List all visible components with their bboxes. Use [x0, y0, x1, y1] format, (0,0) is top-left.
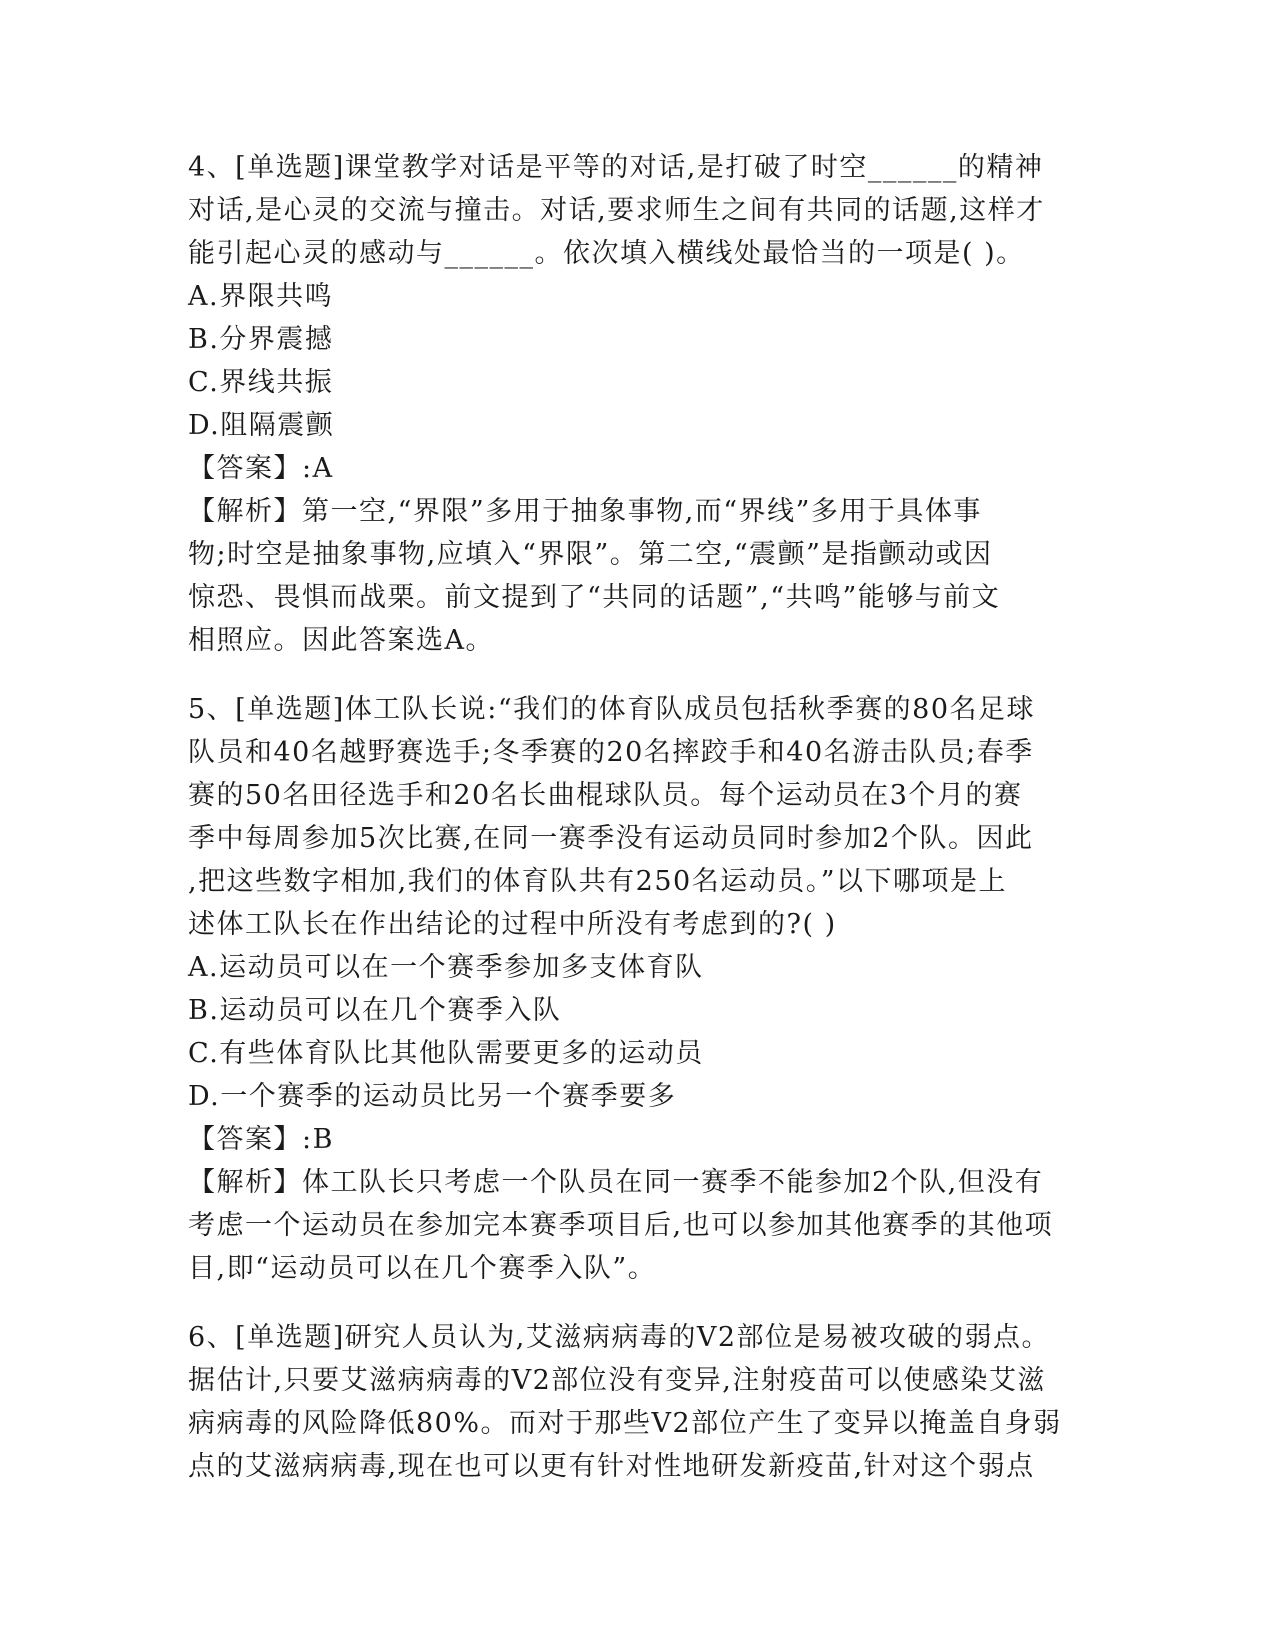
question-6 [188, 1316, 1088, 1488]
option-d: D.一个赛季的运动员比另一个赛季要多 [188, 1081, 677, 1112]
option-b: B.分界震撼 [188, 324, 334, 355]
analysis-line: 物;时空是抽象事物,应填入“界限”。第二空,“震颤”是指颤动或因 [188, 539, 993, 570]
question-4 [188, 146, 1088, 662]
analysis-line: 目,即“运动员可以在几个赛季入队”。 [188, 1253, 657, 1284]
analysis-line: 相照应。因此答案选A。 [188, 625, 494, 656]
analysis-line: 【解析】体工队长只考虑一个队员在同一赛季不能参加2个队,但没有 [188, 1167, 1044, 1198]
question-stem-line: 据估计,只要艾滋病病毒的V2部位没有变异,注射疫苗可以使感染艾滋 [188, 1365, 1046, 1396]
question-stem-line: 5、[单选题]体工队长说:“我们的体育队成员包括秋季赛的80名足球 [188, 694, 1036, 725]
option-a: A.界限共鸣 [188, 281, 334, 312]
question-stem-line: 述体工队长在作出结论的过程中所没有考虑到的?( ) [188, 909, 837, 940]
option-b: B.运动员可以在几个赛季入队 [188, 995, 562, 1026]
document-page [188, 146, 1088, 1488]
question-stem-line: 6、[单选题]研究人员认为,艾滋病病毒的V2部位是易被攻破的弱点。 [188, 1322, 1051, 1353]
question-stem-line: 对话,是心灵的交流与撞击。对话,要求师生之间有共同的话题,这样才 [188, 195, 1045, 226]
answer-line: 【答案】:A [188, 453, 334, 484]
analysis-line: 考虑一个运动员在参加完本赛季项目后,也可以参加其他赛季的其他项 [188, 1210, 1054, 1241]
question-stem-line: 4、[单选题]课堂教学对话是平等的对话,是打破了时空______的精神 [188, 152, 1044, 183]
question-spacer [188, 1290, 1088, 1316]
question-stem-line: 季中每周参加5次比赛,在同一赛季没有运动员同时参加2个队。因此 [188, 823, 1034, 854]
answer-line: 【答案】:B [188, 1124, 334, 1155]
question-5 [188, 688, 1088, 1290]
option-d: D.阻隔震颤 [188, 410, 335, 441]
analysis-line: 惊恐、畏惧而战栗。前文提到了“共同的话题”,“共鸣”能够与前文 [188, 582, 1001, 613]
question-stem-line: ,把这些数字相加,我们的体育队共有250名运动员。”以下哪项是上 [188, 866, 1008, 897]
question-stem-line: 点的艾滋病病毒,现在也可以更有针对性地研发新疫苗,针对这个弱点 [188, 1451, 1035, 1482]
question-stem-line: 病病毒的风险降低80%。而对于那些V2部位产生了变异以掩盖自身弱 [188, 1408, 1062, 1439]
analysis-line: 【解析】第一空,“界限”多用于抽象事物,而“界线”多用于具体事 [188, 496, 982, 527]
option-c: C.有些体育队比其他队需要更多的运动员 [188, 1038, 704, 1069]
question-spacer [188, 662, 1088, 688]
question-stem-line: 队员和40名越野赛选手;冬季赛的20名摔跤手和40名游击队员;春季 [188, 737, 1034, 768]
question-stem-line: 能引起心灵的感动与______。依次填入横线处最恰当的一项是( )。 [188, 238, 1025, 269]
option-a: A.运动员可以在一个赛季参加多支体育队 [188, 952, 704, 983]
question-stem-line: 赛的50名田径选手和20名长曲棍球队员。每个运动员在3个月的赛 [188, 780, 1023, 811]
option-c: C.界线共振 [188, 367, 334, 398]
